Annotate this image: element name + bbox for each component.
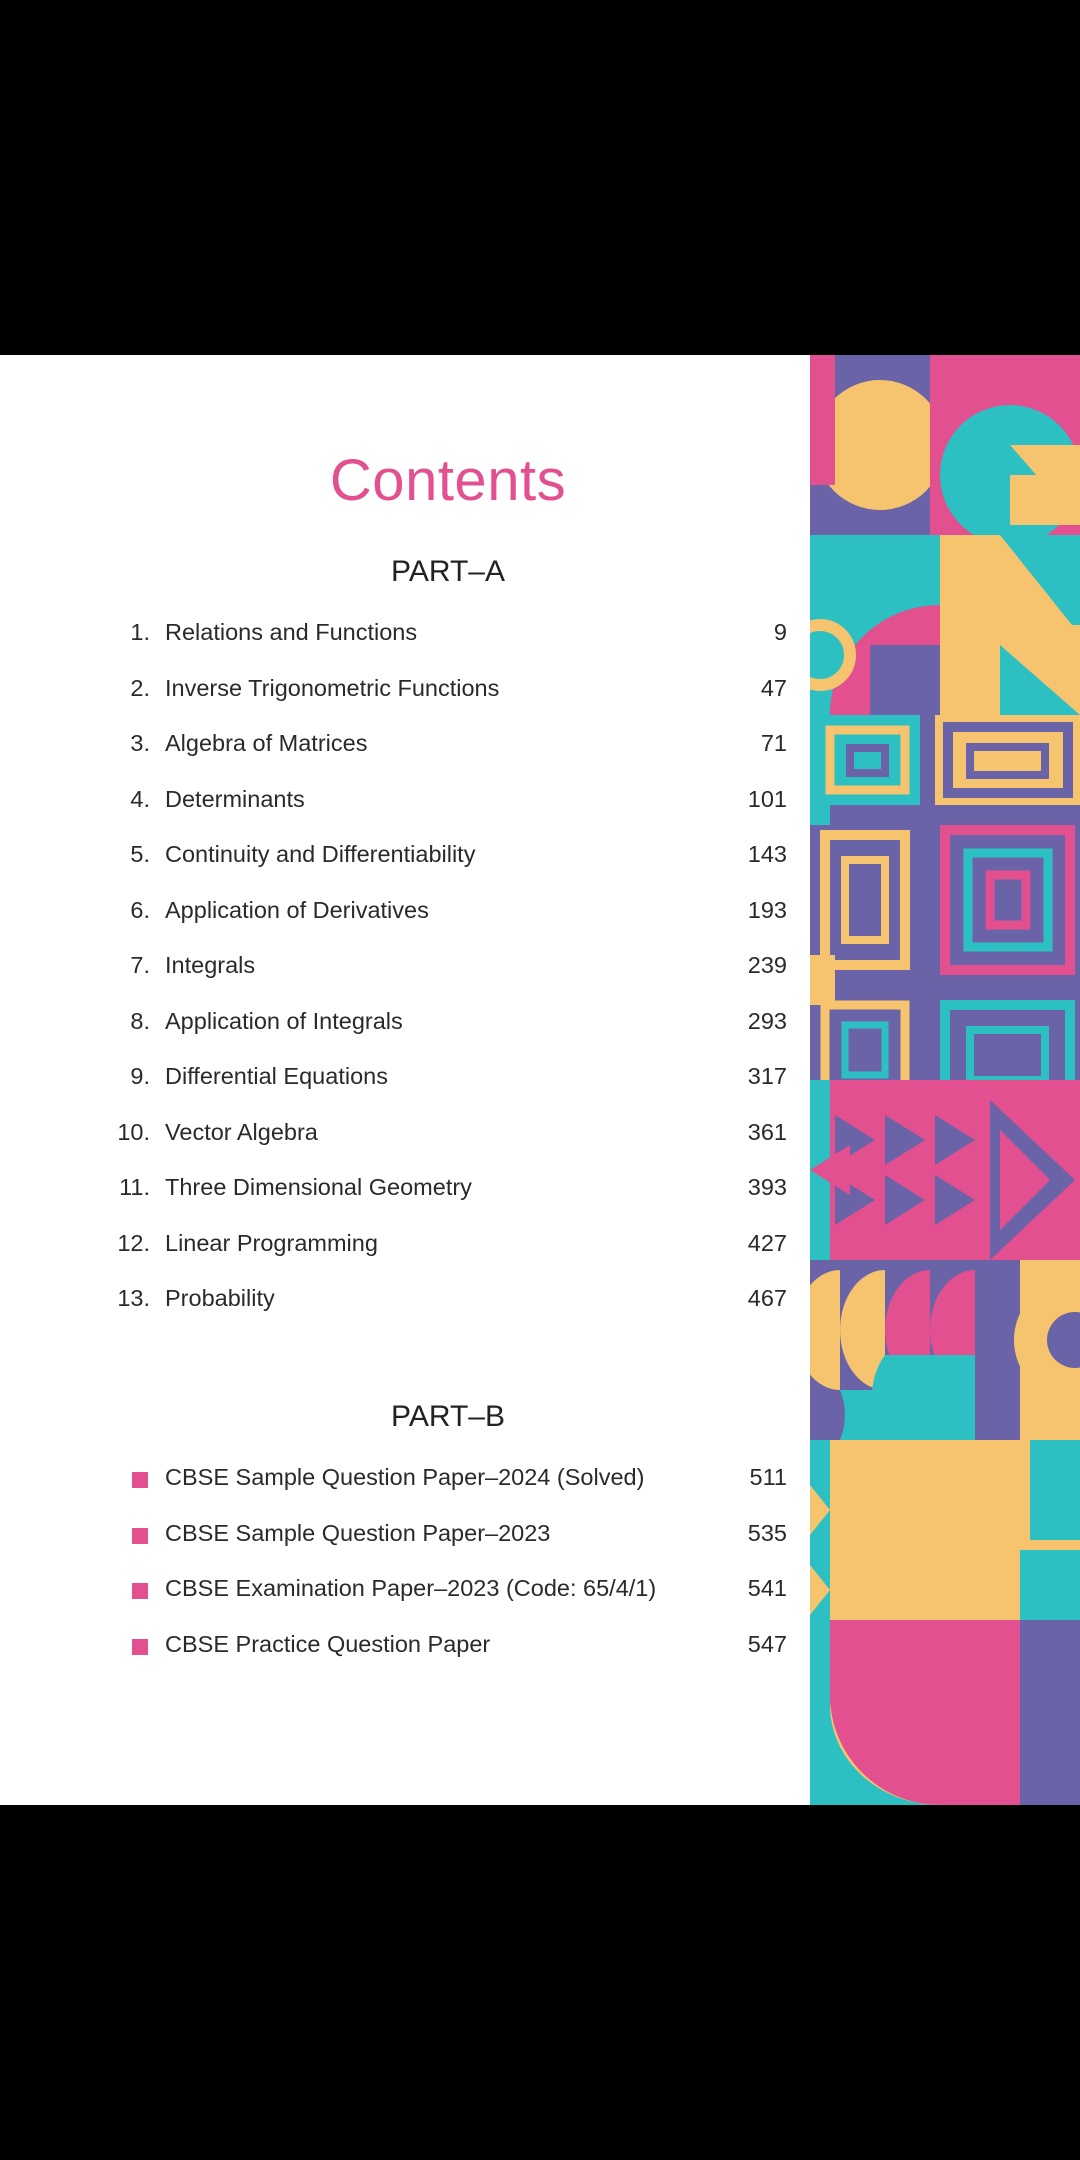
entry-page: 317 (747, 1063, 787, 1089)
toc-entry[interactable] (0, 946, 810, 986)
toc-entry-bulleted[interactable] (0, 1625, 810, 1665)
entry-number: 3. (130, 730, 150, 756)
toc-entry[interactable] (0, 1224, 810, 1264)
entry-title: Differential Equations (165, 1063, 388, 1089)
entry-title: CBSE Examination Paper–2023 (Code: 65/4/1) (165, 1575, 657, 1601)
entry-number: 9. (130, 1063, 150, 1089)
entry-page: 71 (760, 730, 787, 756)
toc-entry[interactable] (0, 891, 810, 931)
entry-number: 11. (119, 1174, 150, 1200)
toc-entry-bulleted[interactable] (0, 1514, 810, 1554)
entry-title: Linear Programming (165, 1229, 378, 1256)
entry-number: 13. (117, 1285, 150, 1311)
entry-page: 293 (747, 1007, 787, 1034)
entry-number: 4. (130, 785, 150, 812)
entry-page: 541 (747, 1575, 787, 1601)
entry-title: Three Dimensional Geometry (165, 1174, 472, 1200)
entry-title: CBSE Sample Question Paper–2024 (Solved) (165, 1464, 645, 1490)
entry-title: Continuity and Differentiability (165, 841, 476, 867)
entry-title: Algebra of Matrices (165, 730, 368, 756)
entry-number: 12. (117, 1229, 150, 1256)
entry-page: 9 (773, 619, 787, 645)
entry-title: Application of Derivatives (165, 896, 429, 923)
entry-page: 239 (747, 952, 787, 978)
entry-page: 361 (747, 1118, 787, 1145)
entry-page: 547 (747, 1630, 787, 1657)
entry-number: 2. (130, 674, 150, 701)
part-b-heading: PART–B (391, 1400, 505, 1433)
toc-entry-bulleted[interactable] (0, 1569, 810, 1609)
toc-entry[interactable] (0, 1057, 810, 1097)
entry-page: 101 (747, 785, 787, 812)
toc-entry[interactable] (0, 669, 810, 709)
toc-entry[interactable] (0, 835, 810, 875)
bullet-square-icon (132, 1472, 148, 1488)
entry-number: 5. (130, 841, 150, 867)
toc-entry[interactable] (0, 1002, 810, 1042)
entry-number: 1. (130, 619, 150, 645)
entry-title: Application of Integrals (165, 1007, 403, 1034)
bullet-square-icon (132, 1583, 148, 1599)
bullet-square-icon (132, 1528, 148, 1544)
toc-entry[interactable] (0, 1168, 810, 1208)
entry-title: CBSE Practice Question Paper (165, 1630, 491, 1657)
entry-title: Integrals (165, 952, 256, 978)
entry-page: 47 (760, 674, 787, 701)
toc-entry-bulleted[interactable] (0, 1458, 810, 1498)
toc-entry[interactable] (0, 780, 810, 820)
entry-page: 467 (747, 1285, 787, 1311)
decorative-pattern-strip (810, 355, 1080, 1805)
entry-page: 535 (747, 1519, 787, 1546)
book-page (0, 355, 1080, 1805)
entry-number: 6. (130, 896, 150, 923)
toc-entry[interactable] (0, 613, 810, 653)
entry-title: Relations and Functions (165, 619, 418, 645)
entry-title: Inverse Trigonometric Functions (165, 674, 500, 701)
contents-column (0, 355, 810, 1805)
toc-entry[interactable] (0, 724, 810, 764)
entry-page: 393 (747, 1174, 787, 1200)
entry-number: 10. (117, 1118, 150, 1145)
toc-entry[interactable] (0, 1113, 810, 1153)
entry-page: 193 (747, 896, 787, 923)
toc-entry[interactable] (0, 1279, 810, 1319)
entry-title: Probability (165, 1285, 275, 1311)
entry-number: 7. (130, 952, 150, 978)
part-a-heading: PART–A (391, 555, 505, 588)
entry-page: 427 (747, 1229, 787, 1256)
entry-title: Vector Algebra (165, 1118, 318, 1145)
entry-number: 8. (130, 1007, 150, 1034)
bullet-square-icon (132, 1639, 148, 1655)
entry-page: 143 (747, 841, 787, 867)
entry-page: 511 (749, 1464, 787, 1490)
page-title: Contents (329, 448, 567, 513)
entry-title: Determinants (165, 785, 305, 812)
entry-title: CBSE Sample Question Paper–2023 (165, 1519, 551, 1546)
